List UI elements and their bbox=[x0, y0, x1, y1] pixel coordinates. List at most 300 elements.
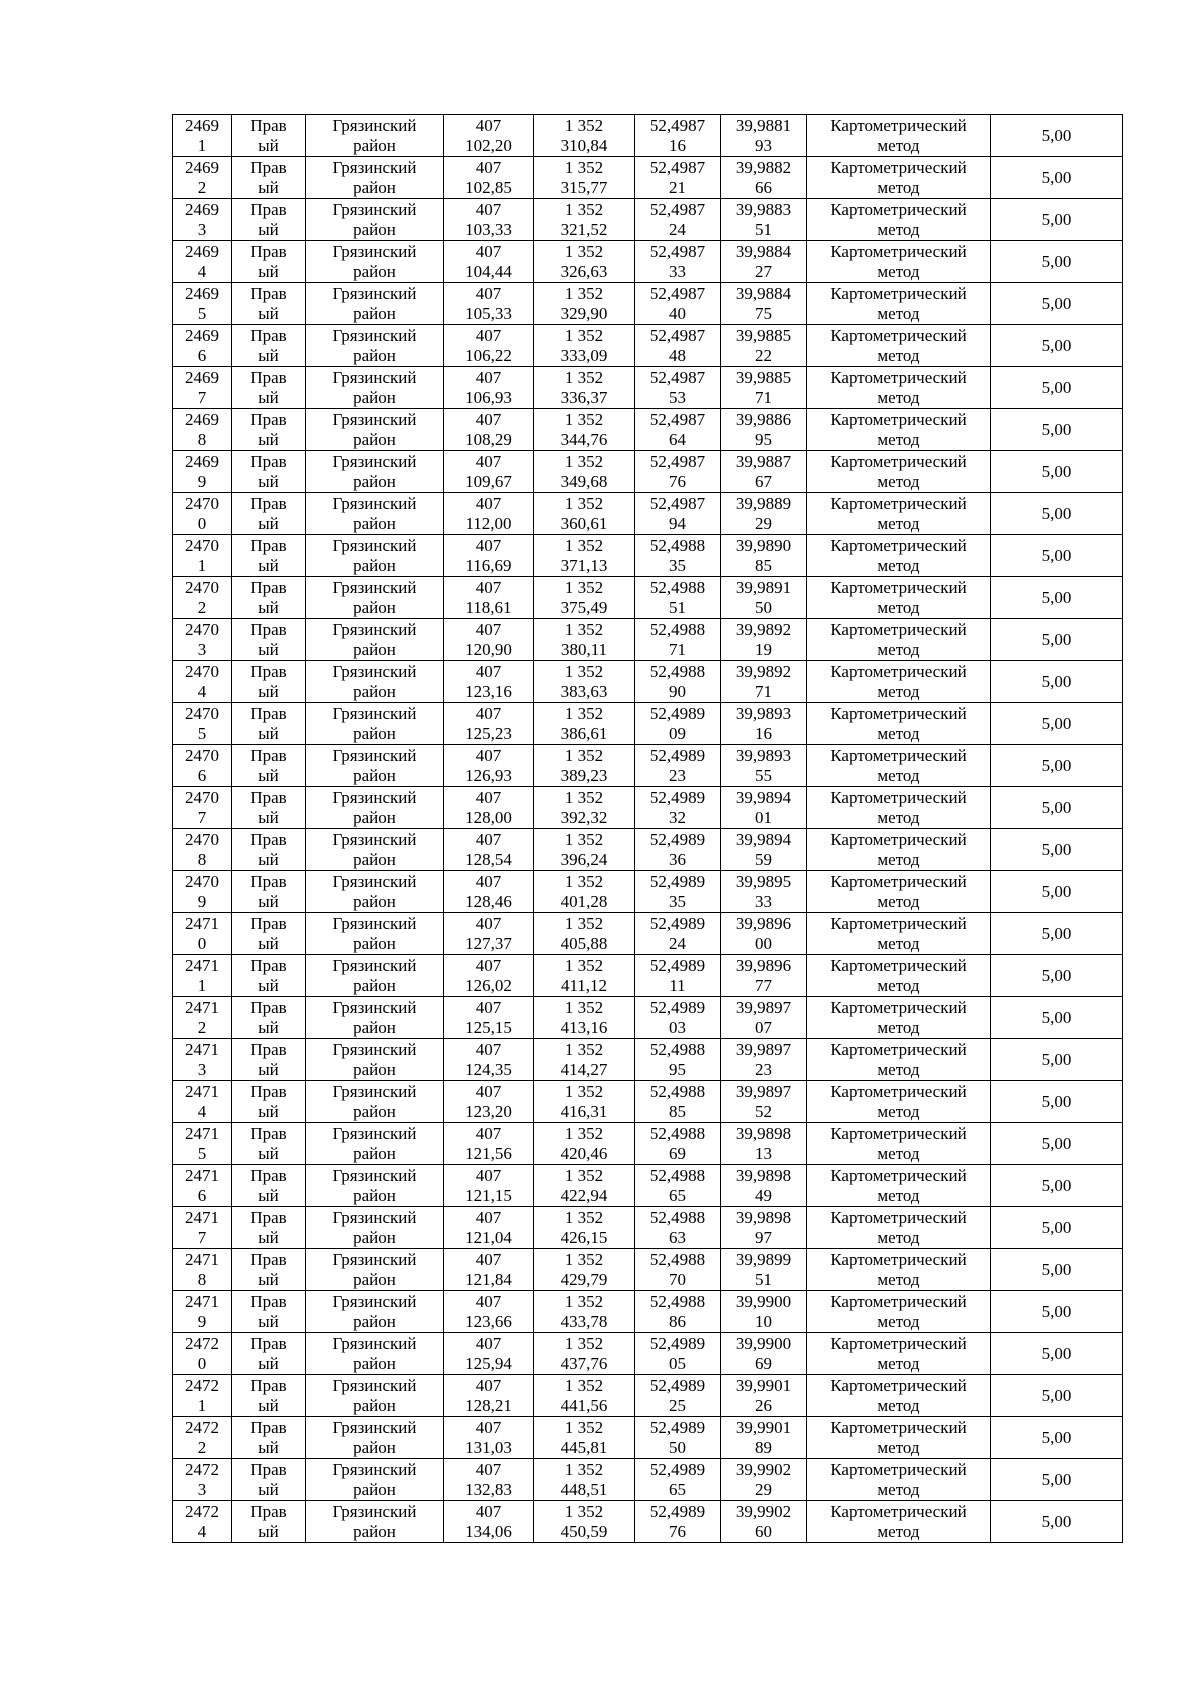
district-cell bbox=[306, 871, 444, 913]
accuracy-cell bbox=[991, 199, 1123, 241]
latitude-cell bbox=[635, 661, 721, 703]
district-line-1: Грязинский bbox=[332, 829, 417, 849]
coordinate-y-line-1: 1 352 bbox=[564, 283, 604, 303]
latitude-line-2: 48 bbox=[669, 345, 686, 365]
coordinate-x-line-2: 125,94 bbox=[465, 1353, 512, 1373]
latitude-cell bbox=[635, 367, 721, 409]
longitude-line-2: 07 bbox=[755, 1017, 772, 1037]
accuracy-cell bbox=[991, 115, 1123, 157]
latitude-line-1: 52,4987 bbox=[649, 157, 706, 177]
latitude-cell bbox=[635, 787, 721, 829]
district-line-2: район bbox=[353, 135, 396, 155]
longitude-line-1: 39,9885 bbox=[735, 367, 792, 387]
side-line-1: Прав bbox=[250, 661, 287, 681]
method-line-2: метод bbox=[877, 639, 920, 659]
coordinate-y-cell bbox=[534, 661, 635, 703]
latitude-cell bbox=[635, 199, 721, 241]
longitude-line-1: 39,9884 bbox=[735, 241, 792, 261]
side-line-2: ый bbox=[258, 177, 279, 197]
side-line-1: Прав bbox=[250, 1501, 287, 1521]
accuracy-value: 5,00 bbox=[1041, 335, 1072, 355]
latitude-line-1: 52,4987 bbox=[649, 115, 706, 135]
accuracy-value: 5,00 bbox=[1041, 1175, 1072, 1195]
latitude-cell bbox=[635, 745, 721, 787]
point-number-line-2: 3 bbox=[197, 1479, 207, 1499]
coordinate-x-line-2: 128,46 bbox=[465, 891, 512, 911]
point-number-line-1: 2472 bbox=[185, 1417, 219, 1437]
point-number-line-1: 2469 bbox=[185, 451, 219, 471]
longitude-line-1: 39,9897 bbox=[735, 1039, 792, 1059]
side-cell bbox=[232, 1375, 306, 1417]
method-line-2: метод bbox=[877, 177, 920, 197]
point-number-cell bbox=[173, 661, 232, 703]
latitude-line-2: 69 bbox=[669, 1143, 686, 1163]
point-number-cell bbox=[173, 325, 232, 367]
side-line-1: Прав bbox=[250, 1039, 287, 1059]
latitude-line-1: 52,4987 bbox=[649, 409, 706, 429]
latitude-line-1: 52,4989 bbox=[649, 913, 706, 933]
coordinate-x-line-1: 407 bbox=[475, 1291, 502, 1311]
accuracy-cell bbox=[991, 1459, 1123, 1501]
latitude-line-2: 21 bbox=[669, 177, 686, 197]
side-line-1: Прав bbox=[250, 955, 287, 975]
accuracy-cell bbox=[991, 997, 1123, 1039]
table-row bbox=[173, 1459, 1123, 1501]
longitude-line-1: 39,9893 bbox=[735, 745, 792, 765]
district-line-1: Грязинский bbox=[332, 409, 417, 429]
table-row bbox=[173, 619, 1123, 661]
longitude-cell bbox=[721, 619, 807, 661]
side-cell bbox=[232, 1291, 306, 1333]
method-line-1: Картометрический bbox=[830, 535, 967, 555]
side-line-1: Прав bbox=[250, 1417, 287, 1437]
coordinate-y-line-2: 333,09 bbox=[560, 345, 608, 365]
side-cell bbox=[232, 1333, 306, 1375]
coordinate-y-line-2: 448,51 bbox=[560, 1479, 608, 1499]
point-number-cell bbox=[173, 157, 232, 199]
side-line-2: ый bbox=[258, 261, 279, 281]
coordinate-y-line-2: 383,63 bbox=[560, 681, 608, 701]
district-line-1: Грязинский bbox=[332, 1333, 417, 1353]
side-line-2: ый bbox=[258, 765, 279, 785]
latitude-cell bbox=[635, 1039, 721, 1081]
method-cell bbox=[807, 1039, 991, 1081]
side-line-2: ый bbox=[258, 555, 279, 575]
method-line-1: Картометрический bbox=[830, 913, 967, 933]
district-line-2: район bbox=[353, 1479, 396, 1499]
method-cell bbox=[807, 1333, 991, 1375]
longitude-line-2: 95 bbox=[755, 429, 772, 449]
district-line-2: район bbox=[353, 681, 396, 701]
method-line-1: Картометрический bbox=[830, 367, 967, 387]
district-cell bbox=[306, 829, 444, 871]
longitude-line-1: 39,9881 bbox=[735, 115, 792, 135]
method-cell bbox=[807, 241, 991, 283]
longitude-line-2: 23 bbox=[755, 1059, 772, 1079]
district-cell bbox=[306, 577, 444, 619]
accuracy-cell bbox=[991, 409, 1123, 451]
coordinate-x-line-2: 132,83 bbox=[465, 1479, 512, 1499]
point-number-line-2: 4 bbox=[197, 1521, 207, 1541]
latitude-cell bbox=[635, 1123, 721, 1165]
method-line-2: метод bbox=[877, 303, 920, 323]
side-line-1: Прав bbox=[250, 283, 287, 303]
latitude-line-2: 24 bbox=[669, 933, 686, 953]
coordinate-x-line-2: 104,44 bbox=[465, 261, 512, 281]
coordinate-y-line-2: 360,61 bbox=[560, 513, 608, 533]
longitude-cell bbox=[721, 955, 807, 997]
point-number-cell bbox=[173, 745, 232, 787]
district-line-2: район bbox=[353, 513, 396, 533]
latitude-cell bbox=[635, 325, 721, 367]
coordinate-y-line-2: 405,88 bbox=[560, 933, 608, 953]
longitude-line-2: 16 bbox=[755, 723, 772, 743]
method-line-1: Картометрический bbox=[830, 493, 967, 513]
point-number-cell bbox=[173, 829, 232, 871]
accuracy-value: 5,00 bbox=[1041, 545, 1072, 565]
side-line-1: Прав bbox=[250, 115, 287, 135]
method-line-1: Картометрический bbox=[830, 787, 967, 807]
longitude-line-2: 10 bbox=[755, 1311, 772, 1331]
district-line-1: Грязинский bbox=[332, 325, 417, 345]
district-line-2: район bbox=[353, 1017, 396, 1037]
district-cell bbox=[306, 535, 444, 577]
longitude-line-1: 39,9886 bbox=[735, 409, 792, 429]
coordinate-y-line-2: 420,46 bbox=[560, 1143, 608, 1163]
side-line-2: ый bbox=[258, 681, 279, 701]
side-cell bbox=[232, 157, 306, 199]
district-line-2: район bbox=[353, 387, 396, 407]
coordinate-y-line-1: 1 352 bbox=[564, 1417, 604, 1437]
side-line-2: ый bbox=[258, 219, 279, 239]
coordinate-x-line-1: 407 bbox=[475, 325, 502, 345]
point-number-cell bbox=[173, 1501, 232, 1543]
longitude-line-1: 39,9902 bbox=[735, 1459, 792, 1479]
point-number-line-2: 3 bbox=[197, 219, 207, 239]
district-cell bbox=[306, 913, 444, 955]
longitude-cell bbox=[721, 535, 807, 577]
table-row bbox=[173, 871, 1123, 913]
district-cell bbox=[306, 1207, 444, 1249]
coordinate-x-line-1: 407 bbox=[475, 283, 502, 303]
method-cell bbox=[807, 367, 991, 409]
point-number-line-2: 3 bbox=[197, 639, 207, 659]
longitude-cell bbox=[721, 913, 807, 955]
latitude-line-2: 70 bbox=[669, 1269, 686, 1289]
longitude-cell bbox=[721, 199, 807, 241]
side-line-2: ый bbox=[258, 513, 279, 533]
point-number-cell bbox=[173, 1207, 232, 1249]
table-row bbox=[173, 1081, 1123, 1123]
method-cell bbox=[807, 871, 991, 913]
method-line-1: Картометрический bbox=[830, 955, 967, 975]
coordinate-y-line-1: 1 352 bbox=[564, 997, 604, 1017]
accuracy-value: 5,00 bbox=[1041, 1469, 1072, 1489]
point-number-line-2: 8 bbox=[197, 849, 207, 869]
longitude-line-1: 39,9882 bbox=[735, 157, 792, 177]
point-number-line-1: 2471 bbox=[185, 997, 219, 1017]
side-cell bbox=[232, 1249, 306, 1291]
longitude-line-1: 39,9901 bbox=[735, 1417, 792, 1437]
longitude-line-2: 93 bbox=[755, 135, 772, 155]
longitude-line-2: 55 bbox=[755, 765, 772, 785]
latitude-line-1: 52,4988 bbox=[649, 1291, 706, 1311]
side-line-2: ый bbox=[258, 1059, 279, 1079]
method-cell bbox=[807, 451, 991, 493]
point-number-cell bbox=[173, 409, 232, 451]
latitude-line-2: 65 bbox=[669, 1185, 686, 1205]
point-number-cell bbox=[173, 1039, 232, 1081]
coordinate-y-line-1: 1 352 bbox=[564, 871, 604, 891]
coordinate-y-line-2: 315,77 bbox=[560, 177, 608, 197]
coordinate-y-line-2: 380,11 bbox=[560, 639, 608, 659]
coordinate-x-line-1: 407 bbox=[475, 199, 502, 219]
side-line-2: ый bbox=[258, 345, 279, 365]
coordinate-y-line-1: 1 352 bbox=[564, 1459, 604, 1479]
coordinate-y-cell bbox=[534, 199, 635, 241]
coordinate-x-cell bbox=[444, 157, 534, 199]
longitude-cell bbox=[721, 1417, 807, 1459]
point-number-line-1: 2470 bbox=[185, 703, 219, 723]
latitude-line-2: 71 bbox=[669, 639, 686, 659]
longitude-line-1: 39,9883 bbox=[735, 199, 792, 219]
coordinate-y-cell bbox=[534, 1081, 635, 1123]
coordinate-x-cell bbox=[444, 997, 534, 1039]
method-line-2: метод bbox=[877, 429, 920, 449]
point-number-line-1: 2471 bbox=[185, 1207, 219, 1227]
coordinate-y-line-1: 1 352 bbox=[564, 619, 604, 639]
coordinate-x-cell bbox=[444, 913, 534, 955]
side-line-1: Прав bbox=[250, 997, 287, 1017]
longitude-cell bbox=[721, 367, 807, 409]
district-cell bbox=[306, 409, 444, 451]
method-line-1: Картометрический bbox=[830, 703, 967, 723]
point-number-line-1: 2469 bbox=[185, 115, 219, 135]
latitude-line-1: 52,4988 bbox=[649, 1081, 706, 1101]
accuracy-value: 5,00 bbox=[1041, 881, 1072, 901]
district-line-2: район bbox=[353, 1101, 396, 1121]
coordinate-x-cell bbox=[444, 115, 534, 157]
longitude-line-2: 29 bbox=[755, 1479, 772, 1499]
coordinate-y-line-1: 1 352 bbox=[564, 1207, 604, 1227]
side-cell bbox=[232, 115, 306, 157]
coordinate-y-line-1: 1 352 bbox=[564, 241, 604, 261]
side-cell bbox=[232, 409, 306, 451]
accuracy-cell bbox=[991, 913, 1123, 955]
point-number-line-1: 2469 bbox=[185, 157, 219, 177]
table-body bbox=[173, 115, 1123, 1543]
side-cell bbox=[232, 1459, 306, 1501]
latitude-cell bbox=[635, 829, 721, 871]
coordinate-x-line-2: 126,93 bbox=[465, 765, 512, 785]
method-line-2: метод bbox=[877, 1479, 920, 1499]
longitude-line-1: 39,9887 bbox=[735, 451, 792, 471]
coordinate-x-cell bbox=[444, 283, 534, 325]
coordinate-x-cell bbox=[444, 1417, 534, 1459]
point-number-line-1: 2472 bbox=[185, 1333, 219, 1353]
district-line-1: Грязинский bbox=[332, 1081, 417, 1101]
accuracy-value: 5,00 bbox=[1041, 1091, 1072, 1111]
coordinate-x-line-2: 112,00 bbox=[465, 513, 512, 533]
district-line-2: район bbox=[353, 975, 396, 995]
latitude-cell bbox=[635, 577, 721, 619]
method-line-1: Картометрический bbox=[830, 283, 967, 303]
coordinate-x-line-1: 407 bbox=[475, 619, 502, 639]
point-number-line-2: 2 bbox=[197, 1017, 207, 1037]
method-cell bbox=[807, 1165, 991, 1207]
accuracy-cell bbox=[991, 325, 1123, 367]
point-number-line-2: 9 bbox=[197, 471, 207, 491]
coordinate-y-line-2: 326,63 bbox=[560, 261, 608, 281]
coordinate-y-cell bbox=[534, 955, 635, 997]
point-number-line-2: 0 bbox=[197, 933, 207, 953]
table-row bbox=[173, 913, 1123, 955]
coordinate-x-line-2: 102,85 bbox=[465, 177, 512, 197]
longitude-cell bbox=[721, 745, 807, 787]
longitude-cell bbox=[721, 997, 807, 1039]
method-line-1: Картометрический bbox=[830, 1375, 967, 1395]
coordinate-y-line-2: 375,49 bbox=[560, 597, 608, 617]
accuracy-value: 5,00 bbox=[1041, 1217, 1072, 1237]
point-number-cell bbox=[173, 115, 232, 157]
latitude-line-1: 52,4989 bbox=[649, 1333, 706, 1353]
point-number-line-1: 2471 bbox=[185, 1291, 219, 1311]
coordinate-y-line-2: 426,15 bbox=[560, 1227, 608, 1247]
method-line-1: Картометрический bbox=[830, 241, 967, 261]
latitude-cell bbox=[635, 493, 721, 535]
longitude-line-2: 19 bbox=[755, 639, 772, 659]
table-row bbox=[173, 1417, 1123, 1459]
coordinate-x-line-1: 407 bbox=[475, 745, 502, 765]
accuracy-value: 5,00 bbox=[1041, 1427, 1072, 1447]
point-number-cell bbox=[173, 577, 232, 619]
coordinate-y-line-1: 1 352 bbox=[564, 1291, 604, 1311]
accuracy-value: 5,00 bbox=[1041, 629, 1072, 649]
district-line-2: район bbox=[353, 555, 396, 575]
coordinate-y-line-1: 1 352 bbox=[564, 451, 604, 471]
side-line-1: Прав bbox=[250, 493, 287, 513]
coordinate-x-line-2: 120,90 bbox=[465, 639, 512, 659]
coordinate-x-line-2: 116,69 bbox=[465, 555, 512, 575]
latitude-cell bbox=[635, 871, 721, 913]
point-number-cell bbox=[173, 367, 232, 409]
district-line-1: Грязинский bbox=[332, 535, 417, 555]
district-cell bbox=[306, 115, 444, 157]
district-line-1: Грязинский bbox=[332, 115, 417, 135]
latitude-line-2: 63 bbox=[669, 1227, 686, 1247]
point-number-line-2: 1 bbox=[197, 975, 207, 995]
accuracy-value: 5,00 bbox=[1041, 1259, 1072, 1279]
method-line-1: Картометрический bbox=[830, 409, 967, 429]
coordinate-y-line-1: 1 352 bbox=[564, 1123, 604, 1143]
coordinate-x-line-2: 121,15 bbox=[465, 1185, 512, 1205]
side-cell bbox=[232, 241, 306, 283]
side-line-2: ый bbox=[258, 1437, 279, 1457]
district-line-2: район bbox=[353, 1353, 396, 1373]
coordinate-y-cell bbox=[534, 577, 635, 619]
side-line-2: ый bbox=[258, 1521, 279, 1541]
accuracy-cell bbox=[991, 1375, 1123, 1417]
point-number-line-2: 2 bbox=[197, 597, 207, 617]
accuracy-cell bbox=[991, 241, 1123, 283]
coordinate-y-cell bbox=[534, 745, 635, 787]
side-line-1: Прав bbox=[250, 745, 287, 765]
point-number-line-1: 2470 bbox=[185, 535, 219, 555]
latitude-line-1: 52,4989 bbox=[649, 1459, 706, 1479]
method-line-1: Картометрический bbox=[830, 1291, 967, 1311]
coordinate-y-line-2: 389,23 bbox=[560, 765, 608, 785]
coordinate-x-line-1: 407 bbox=[475, 451, 502, 471]
method-line-2: метод bbox=[877, 1521, 920, 1541]
latitude-cell bbox=[635, 1333, 721, 1375]
longitude-line-2: 26 bbox=[755, 1395, 772, 1415]
table-row bbox=[173, 241, 1123, 283]
latitude-line-1: 52,4987 bbox=[649, 199, 706, 219]
coordinate-x-line-2: 123,66 bbox=[465, 1311, 512, 1331]
coordinate-x-cell bbox=[444, 1459, 534, 1501]
district-line-2: район bbox=[353, 261, 396, 281]
longitude-line-1: 39,9889 bbox=[735, 493, 792, 513]
accuracy-cell bbox=[991, 829, 1123, 871]
method-cell bbox=[807, 1417, 991, 1459]
method-line-2: метод bbox=[877, 1143, 920, 1163]
district-cell bbox=[306, 1039, 444, 1081]
coordinate-x-cell bbox=[444, 1249, 534, 1291]
coordinates-table bbox=[172, 114, 1123, 1543]
point-number-line-1: 2472 bbox=[185, 1501, 219, 1521]
coordinate-y-line-1: 1 352 bbox=[564, 115, 604, 135]
side-line-2: ый bbox=[258, 891, 279, 911]
accuracy-cell bbox=[991, 871, 1123, 913]
district-cell bbox=[306, 1123, 444, 1165]
latitude-line-2: 64 bbox=[669, 429, 686, 449]
coordinate-y-line-2: 416,31 bbox=[560, 1101, 608, 1121]
coordinate-y-line-1: 1 352 bbox=[564, 829, 604, 849]
method-line-1: Картометрический bbox=[830, 829, 967, 849]
longitude-cell bbox=[721, 241, 807, 283]
method-line-1: Картометрический bbox=[830, 1123, 967, 1143]
longitude-line-2: 67 bbox=[755, 471, 772, 491]
coordinate-x-line-2: 127,37 bbox=[465, 933, 512, 953]
coordinate-y-line-1: 1 352 bbox=[564, 367, 604, 387]
side-cell bbox=[232, 1207, 306, 1249]
point-number-line-1: 2469 bbox=[185, 199, 219, 219]
accuracy-cell bbox=[991, 1501, 1123, 1543]
method-line-2: метод bbox=[877, 975, 920, 995]
district-line-1: Грязинский bbox=[332, 199, 417, 219]
coordinate-y-cell bbox=[534, 703, 635, 745]
point-number-line-2: 4 bbox=[197, 1101, 207, 1121]
accuracy-cell bbox=[991, 1081, 1123, 1123]
longitude-line-1: 39,9898 bbox=[735, 1123, 792, 1143]
accuracy-value: 5,00 bbox=[1041, 167, 1072, 187]
coordinate-x-line-1: 407 bbox=[475, 703, 502, 723]
side-cell bbox=[232, 745, 306, 787]
method-cell bbox=[807, 1081, 991, 1123]
method-line-1: Картометрический bbox=[830, 745, 967, 765]
coordinate-x-line-1: 407 bbox=[475, 871, 502, 891]
method-line-1: Картометрический bbox=[830, 1165, 967, 1185]
latitude-line-2: 50 bbox=[669, 1437, 686, 1457]
longitude-line-1: 39,9899 bbox=[735, 1249, 792, 1269]
coordinate-x-cell bbox=[444, 409, 534, 451]
coordinate-y-line-2: 386,61 bbox=[560, 723, 608, 743]
coordinate-x-line-2: 123,16 bbox=[465, 681, 512, 701]
side-line-1: Прав bbox=[250, 199, 287, 219]
side-cell bbox=[232, 367, 306, 409]
table-row bbox=[173, 997, 1123, 1039]
side-line-2: ый bbox=[258, 135, 279, 155]
